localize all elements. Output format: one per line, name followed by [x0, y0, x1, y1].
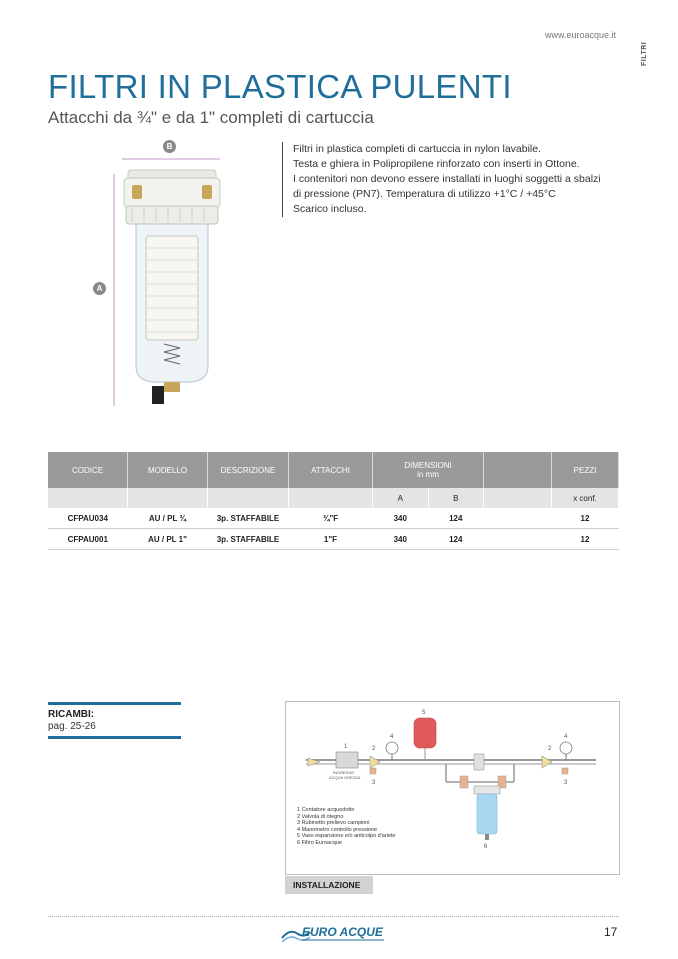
sub-cell	[48, 488, 128, 508]
description-line: I contenitori non devono essere installati in luoghi soggetti a sbalzi	[293, 173, 601, 185]
wave-logo-icon	[280, 922, 386, 944]
dimensioni-unit: in mm	[417, 470, 439, 479]
installation-diagram	[285, 701, 620, 875]
sub-cell-a: A	[373, 488, 429, 508]
footer-divider	[48, 916, 619, 917]
diagram-number: 1	[344, 744, 348, 750]
description-line: Testa e ghiera in Polipropilene rinforzato con inserti in Ottone.	[293, 158, 580, 170]
col-codice: CODICE	[48, 452, 128, 488]
sub-cell-b: B	[428, 488, 484, 508]
ricambi-pages-link[interactable]: pag. 25-26	[48, 721, 96, 732]
cell-descrizione: 3p. STAFFABILE	[208, 529, 289, 550]
col-descrizione: DESCRIZIONE	[208, 452, 289, 488]
col-pezzi: PEZZI	[552, 452, 619, 488]
sub-cell	[128, 488, 208, 508]
diagram-number: 2	[548, 746, 552, 752]
dimensioni-label: DIMENSIONI	[404, 461, 452, 470]
product-image	[92, 140, 232, 412]
page-subtitle: Attacchi da ¾" e da 1" completi di cartuccia	[48, 108, 374, 127]
cell-modello: AU / PL ¾	[128, 508, 208, 529]
dimension-a-badge: A	[93, 282, 106, 295]
diagram-number: 3	[372, 780, 376, 786]
cell-descrizione: 3p. STAFFABILE	[208, 508, 289, 529]
diagram-number: 4	[564, 734, 568, 740]
description-line: di pressione (PN7). Temperatura di utilizzo +1°C / +45°C	[293, 188, 556, 200]
ingresso-label: INGRESSO	[333, 770, 355, 775]
cell-empty	[484, 529, 552, 550]
ricambi-top-bar	[48, 702, 181, 705]
legend-item: 6 Filtro Euroacque	[297, 839, 342, 846]
description-line: Filtri in plastica completi di cartuccia in nylon lavabile.	[293, 143, 542, 155]
cell-codice: CFPAU034	[48, 508, 128, 529]
cell-a: 340	[373, 508, 429, 529]
legend-item: 4 Manometro controllo pressione	[297, 826, 378, 833]
brand-logo	[280, 922, 386, 944]
product-table	[48, 452, 619, 550]
cell-empty	[484, 508, 552, 529]
table-row	[48, 508, 619, 529]
col-empty	[484, 452, 552, 488]
cell-attacchi: ¾"F	[289, 508, 373, 529]
filter-illustration	[92, 140, 232, 412]
col-modello: MODELLO	[128, 452, 208, 488]
diagram-number: 5	[422, 710, 426, 716]
brand-name: EURO ACQUE	[302, 925, 383, 939]
sub-cell	[484, 488, 552, 508]
ricambi-title: RICAMBI:	[48, 709, 95, 720]
section-tab: FILTRI	[641, 41, 648, 66]
table-subheader-row	[48, 488, 619, 508]
sub-cell	[208, 488, 289, 508]
page-title: FILTRI IN PLASTICA PULENTI	[48, 68, 512, 105]
col-dimensioni	[373, 452, 484, 488]
installation-schematic	[286, 702, 619, 874]
dimension-b-badge: B	[163, 140, 176, 153]
legend-item: 5 Vaso espansione e/o anticolpo d'ariete	[297, 833, 396, 839]
sub-cell	[289, 488, 373, 508]
diagram-number: 2	[372, 746, 376, 752]
table-header-row	[48, 452, 619, 488]
ricambi-bottom-bar	[48, 736, 181, 739]
installation-label: INSTALLAZIONE	[285, 876, 373, 894]
sub-cell-conf: x conf.	[552, 488, 619, 508]
installation-legend	[297, 807, 396, 846]
diagram-number: 3	[564, 780, 568, 786]
product-description	[282, 142, 633, 217]
cell-pezzi: 12	[552, 529, 619, 550]
cell-codice: CFPAU001	[48, 529, 128, 550]
diagram-number: 6	[484, 844, 488, 850]
legend-item: 3 Rubinetto prelievo campioni	[297, 820, 370, 826]
cell-a: 340	[373, 529, 429, 550]
cell-b: 124	[428, 529, 484, 550]
ingresso-label: ACQUA GREZZA	[329, 775, 361, 780]
description-line: Scarico incluso.	[293, 203, 367, 215]
cell-attacchi: 1"F	[289, 529, 373, 550]
cell-modello: AU / PL 1"	[128, 529, 208, 550]
col-attacchi: ATTACCHI	[289, 452, 373, 488]
page-number: 17	[604, 925, 618, 939]
site-url[interactable]: www.euroacque.it	[544, 30, 616, 40]
legend-item: 1 Contatore acquedotto	[297, 807, 355, 813]
cell-b: 124	[428, 508, 484, 529]
table-row	[48, 529, 619, 550]
diagram-number: 4	[390, 734, 394, 740]
legend-item: 2 Valvola di ritegno	[297, 813, 344, 820]
cell-pezzi: 12	[552, 508, 619, 529]
